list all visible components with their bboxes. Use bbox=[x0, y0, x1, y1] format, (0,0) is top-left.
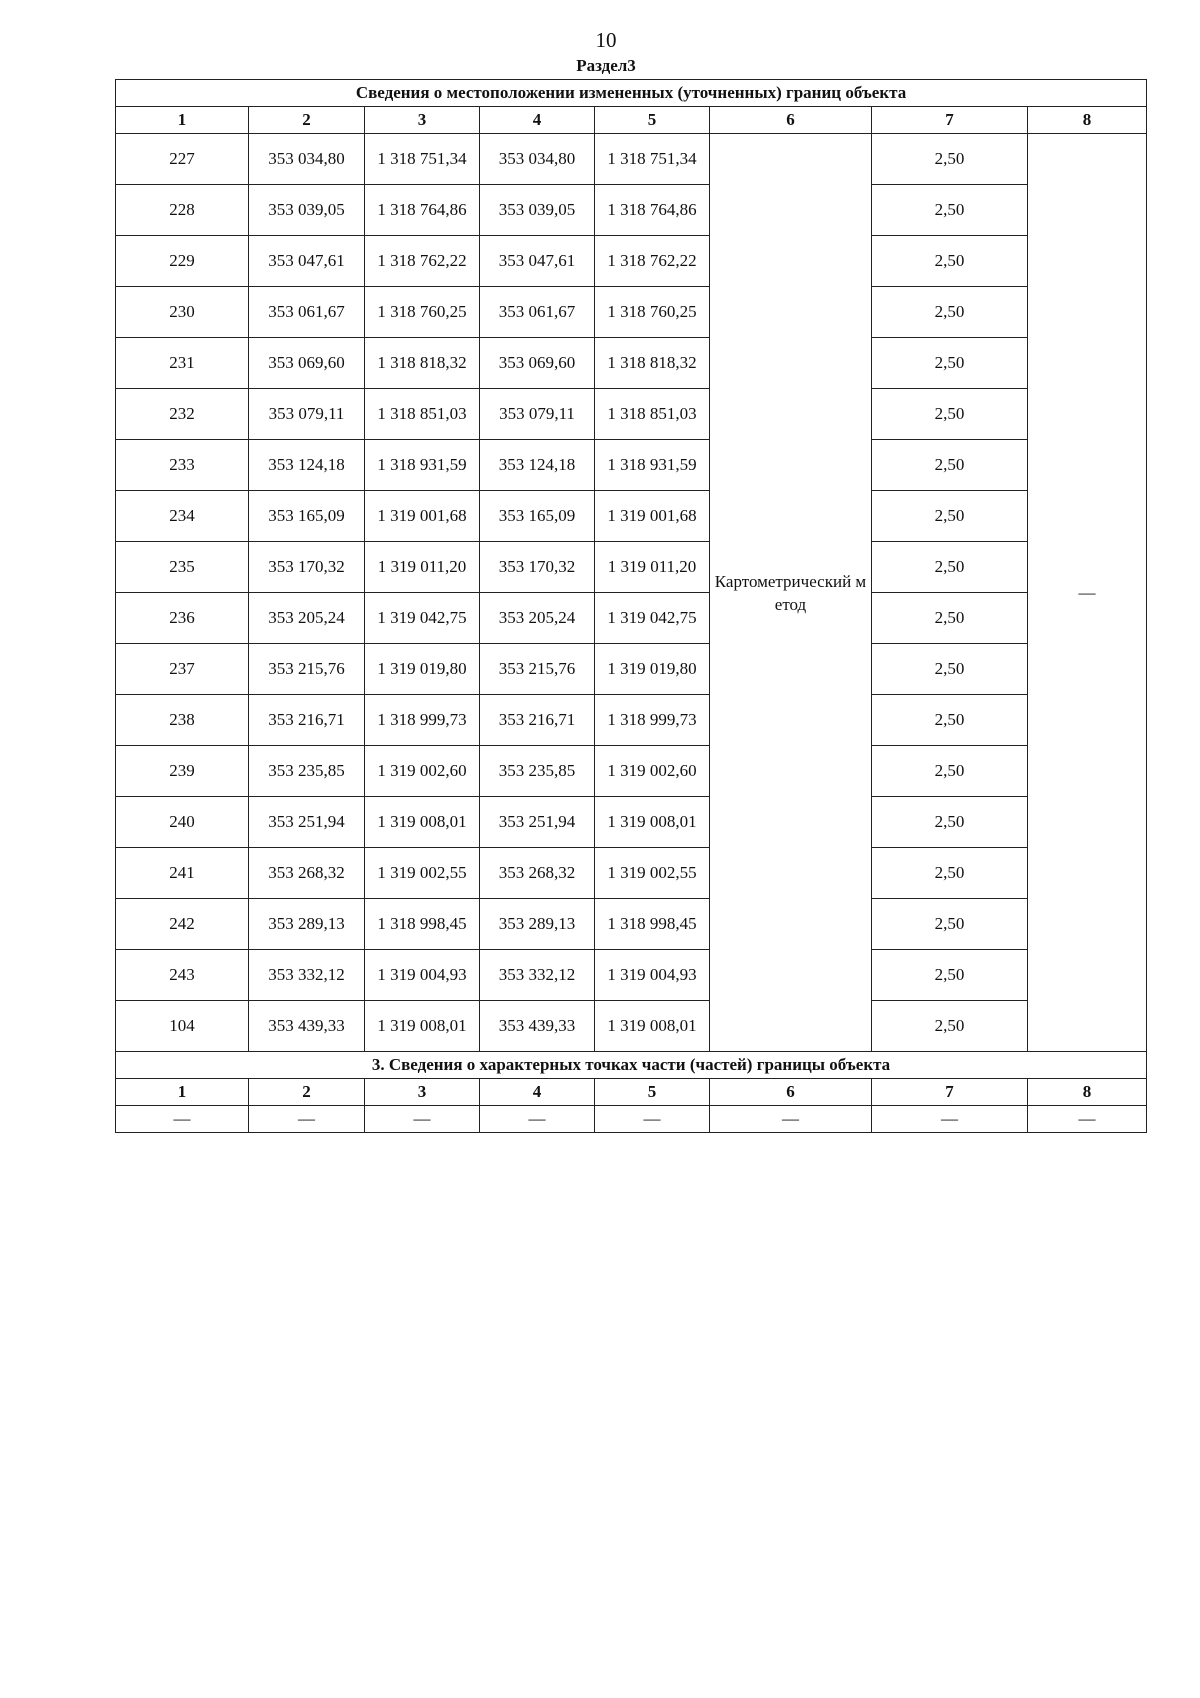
y-new-cell: 1 319 019,80 bbox=[595, 644, 710, 695]
x-old-cell: 353 124,18 bbox=[249, 440, 365, 491]
x-new-cell: 353 170,32 bbox=[480, 542, 595, 593]
point-number-cell: 230 bbox=[116, 287, 249, 338]
point-number-cell: 231 bbox=[116, 338, 249, 389]
table2-caption: 3. Сведения о характерных точках части (частей) границы объекта bbox=[116, 1052, 1147, 1079]
y-new-cell: 1 318 998,45 bbox=[595, 899, 710, 950]
x-new-cell: 353 034,80 bbox=[480, 134, 595, 185]
accuracy-cell: 2,50 bbox=[872, 746, 1028, 797]
x-new-cell: 353 205,24 bbox=[480, 593, 595, 644]
x-old-cell: 353 439,33 bbox=[249, 1001, 365, 1052]
table1-header-cell: 3 bbox=[365, 107, 480, 134]
point-number-cell: 243 bbox=[116, 950, 249, 1001]
empty-cell: — bbox=[595, 1106, 710, 1133]
y-new-cell: 1 318 751,34 bbox=[595, 134, 710, 185]
column8-cell: — bbox=[1028, 134, 1147, 1052]
method-cell: Картометрический метод bbox=[710, 134, 872, 1052]
table-row bbox=[116, 848, 1147, 899]
accuracy-cell: 2,50 bbox=[872, 848, 1028, 899]
accuracy-cell: 2,50 bbox=[872, 389, 1028, 440]
x-old-cell: 353 216,71 bbox=[249, 695, 365, 746]
table-row bbox=[116, 236, 1147, 287]
x-old-cell: 353 205,24 bbox=[249, 593, 365, 644]
table-row bbox=[116, 542, 1147, 593]
y-new-cell: 1 318 999,73 bbox=[595, 695, 710, 746]
accuracy-cell: 2,50 bbox=[872, 491, 1028, 542]
point-number-cell: 228 bbox=[116, 185, 249, 236]
point-number-cell: 240 bbox=[116, 797, 249, 848]
table2-empty-row bbox=[116, 1106, 1147, 1133]
accuracy-cell: 2,50 bbox=[872, 593, 1028, 644]
x-new-cell: 353 165,09 bbox=[480, 491, 595, 542]
x-old-cell: 353 079,11 bbox=[249, 389, 365, 440]
table-row bbox=[116, 134, 1147, 185]
table1-header-row bbox=[116, 107, 1147, 134]
point-number-cell: 233 bbox=[116, 440, 249, 491]
point-number-cell: 236 bbox=[116, 593, 249, 644]
point-number-cell: 241 bbox=[116, 848, 249, 899]
empty-cell: — bbox=[1028, 1106, 1147, 1133]
x-old-cell: 353 165,09 bbox=[249, 491, 365, 542]
table-row bbox=[116, 185, 1147, 236]
table1-header-cell: 6 bbox=[710, 107, 872, 134]
empty-cell: — bbox=[249, 1106, 365, 1133]
y-new-cell: 1 318 818,32 bbox=[595, 338, 710, 389]
table2-header-cell: 7 bbox=[872, 1079, 1028, 1106]
accuracy-cell: 2,50 bbox=[872, 134, 1028, 185]
x-new-cell: 353 216,71 bbox=[480, 695, 595, 746]
point-number-cell: 234 bbox=[116, 491, 249, 542]
table-row bbox=[116, 746, 1147, 797]
accuracy-cell: 2,50 bbox=[872, 797, 1028, 848]
x-new-cell: 353 235,85 bbox=[480, 746, 595, 797]
x-new-cell: 353 251,94 bbox=[480, 797, 595, 848]
y-old-cell: 1 319 011,20 bbox=[365, 542, 480, 593]
table2-caption-row bbox=[116, 1052, 1147, 1079]
y-old-cell: 1 319 042,75 bbox=[365, 593, 480, 644]
empty-cell: — bbox=[872, 1106, 1028, 1133]
y-old-cell: 1 318 762,22 bbox=[365, 236, 480, 287]
y-new-cell: 1 319 002,60 bbox=[595, 746, 710, 797]
point-number-cell: 229 bbox=[116, 236, 249, 287]
y-old-cell: 1 318 760,25 bbox=[365, 287, 480, 338]
y-new-cell: 1 319 042,75 bbox=[595, 593, 710, 644]
accuracy-cell: 2,50 bbox=[872, 950, 1028, 1001]
table-row bbox=[116, 1001, 1147, 1052]
y-old-cell: 1 318 764,86 bbox=[365, 185, 480, 236]
accuracy-cell: 2,50 bbox=[872, 440, 1028, 491]
table1-header-cell: 7 bbox=[872, 107, 1028, 134]
table-row bbox=[116, 287, 1147, 338]
table1-header-cell: 1 bbox=[116, 107, 249, 134]
x-old-cell: 353 235,85 bbox=[249, 746, 365, 797]
y-old-cell: 1 319 008,01 bbox=[365, 797, 480, 848]
table-row bbox=[116, 491, 1147, 542]
x-new-cell: 353 079,11 bbox=[480, 389, 595, 440]
table-row bbox=[116, 695, 1147, 746]
y-new-cell: 1 319 001,68 bbox=[595, 491, 710, 542]
accuracy-cell: 2,50 bbox=[872, 338, 1028, 389]
table-row bbox=[116, 338, 1147, 389]
y-old-cell: 1 318 818,32 bbox=[365, 338, 480, 389]
x-old-cell: 353 251,94 bbox=[249, 797, 365, 848]
y-new-cell: 1 319 004,93 bbox=[595, 950, 710, 1001]
table2-header-cell: 8 bbox=[1028, 1079, 1147, 1106]
y-old-cell: 1 319 004,93 bbox=[365, 950, 480, 1001]
empty-cell: — bbox=[710, 1106, 872, 1133]
boundary-table bbox=[115, 79, 1147, 1133]
x-old-cell: 353 332,12 bbox=[249, 950, 365, 1001]
table2-header-cell: 3 bbox=[365, 1079, 480, 1106]
y-new-cell: 1 318 764,86 bbox=[595, 185, 710, 236]
point-number-cell: 235 bbox=[116, 542, 249, 593]
point-number-cell: 238 bbox=[116, 695, 249, 746]
table2-header-row bbox=[116, 1079, 1147, 1106]
accuracy-cell: 2,50 bbox=[872, 644, 1028, 695]
x-new-cell: 353 215,76 bbox=[480, 644, 595, 695]
point-number-cell: 239 bbox=[116, 746, 249, 797]
table1-header-cell: 8 bbox=[1028, 107, 1147, 134]
y-new-cell: 1 319 008,01 bbox=[595, 1001, 710, 1052]
table2-header-cell: 6 bbox=[710, 1079, 872, 1106]
table-row bbox=[116, 440, 1147, 491]
accuracy-cell: 2,50 bbox=[872, 236, 1028, 287]
table-row bbox=[116, 593, 1147, 644]
y-old-cell: 1 318 851,03 bbox=[365, 389, 480, 440]
accuracy-cell: 2,50 bbox=[872, 695, 1028, 746]
table2-header-cell: 2 bbox=[249, 1079, 365, 1106]
x-old-cell: 353 047,61 bbox=[249, 236, 365, 287]
table1-header-cell: 5 bbox=[595, 107, 710, 134]
x-new-cell: 353 439,33 bbox=[480, 1001, 595, 1052]
y-old-cell: 1 319 002,60 bbox=[365, 746, 480, 797]
table-row bbox=[116, 899, 1147, 950]
x-new-cell: 353 069,60 bbox=[480, 338, 595, 389]
x-old-cell: 353 039,05 bbox=[249, 185, 365, 236]
x-new-cell: 353 268,32 bbox=[480, 848, 595, 899]
x-old-cell: 353 170,32 bbox=[249, 542, 365, 593]
point-number-cell: 232 bbox=[116, 389, 249, 440]
table1-header-cell: 4 bbox=[480, 107, 595, 134]
accuracy-cell: 2,50 bbox=[872, 287, 1028, 338]
y-old-cell: 1 318 999,73 bbox=[365, 695, 480, 746]
y-old-cell: 1 319 002,55 bbox=[365, 848, 480, 899]
y-old-cell: 1 318 931,59 bbox=[365, 440, 480, 491]
y-new-cell: 1 318 851,03 bbox=[595, 389, 710, 440]
table-row bbox=[116, 644, 1147, 695]
y-old-cell: 1 319 001,68 bbox=[365, 491, 480, 542]
accuracy-cell: 2,50 bbox=[872, 899, 1028, 950]
y-old-cell: 1 319 008,01 bbox=[365, 1001, 480, 1052]
table2-header-cell: 1 bbox=[116, 1079, 249, 1106]
y-new-cell: 1 318 931,59 bbox=[595, 440, 710, 491]
table2-header-cell: 5 bbox=[595, 1079, 710, 1106]
y-new-cell: 1 318 762,22 bbox=[595, 236, 710, 287]
point-number-cell: 242 bbox=[116, 899, 249, 950]
point-number-cell: 237 bbox=[116, 644, 249, 695]
table-row bbox=[116, 950, 1147, 1001]
table1-header-cell: 2 bbox=[249, 107, 365, 134]
y-old-cell: 1 318 751,34 bbox=[365, 134, 480, 185]
empty-cell: — bbox=[480, 1106, 595, 1133]
accuracy-cell: 2,50 bbox=[872, 185, 1028, 236]
x-old-cell: 353 061,67 bbox=[249, 287, 365, 338]
x-new-cell: 353 289,13 bbox=[480, 899, 595, 950]
y-old-cell: 1 318 998,45 bbox=[365, 899, 480, 950]
table2-header-cell: 4 bbox=[480, 1079, 595, 1106]
y-new-cell: 1 318 760,25 bbox=[595, 287, 710, 338]
x-old-cell: 353 215,76 bbox=[249, 644, 365, 695]
accuracy-cell: 2,50 bbox=[872, 542, 1028, 593]
y-new-cell: 1 319 002,55 bbox=[595, 848, 710, 899]
x-new-cell: 353 061,67 bbox=[480, 287, 595, 338]
page-number: 10 bbox=[595, 28, 617, 52]
accuracy-cell: 2,50 bbox=[872, 1001, 1028, 1052]
point-number-cell: 227 bbox=[116, 134, 249, 185]
y-new-cell: 1 319 008,01 bbox=[595, 797, 710, 848]
empty-cell: — bbox=[116, 1106, 249, 1133]
y-old-cell: 1 319 019,80 bbox=[365, 644, 480, 695]
x-old-cell: 353 034,80 bbox=[249, 134, 365, 185]
section-title: Раздел3 bbox=[576, 56, 636, 75]
x-new-cell: 353 332,12 bbox=[480, 950, 595, 1001]
point-number-cell: 104 bbox=[116, 1001, 249, 1052]
x-old-cell: 353 069,60 bbox=[249, 338, 365, 389]
y-new-cell: 1 319 011,20 bbox=[595, 542, 710, 593]
x-old-cell: 353 289,13 bbox=[249, 899, 365, 950]
x-new-cell: 353 039,05 bbox=[480, 185, 595, 236]
table1-caption: Сведения о местоположении измененных (уточненных) границ объекта bbox=[116, 80, 1147, 107]
x-new-cell: 353 047,61 bbox=[480, 236, 595, 287]
table-row bbox=[116, 797, 1147, 848]
empty-cell: — bbox=[365, 1106, 480, 1133]
table-row bbox=[116, 389, 1147, 440]
x-new-cell: 353 124,18 bbox=[480, 440, 595, 491]
x-old-cell: 353 268,32 bbox=[249, 848, 365, 899]
